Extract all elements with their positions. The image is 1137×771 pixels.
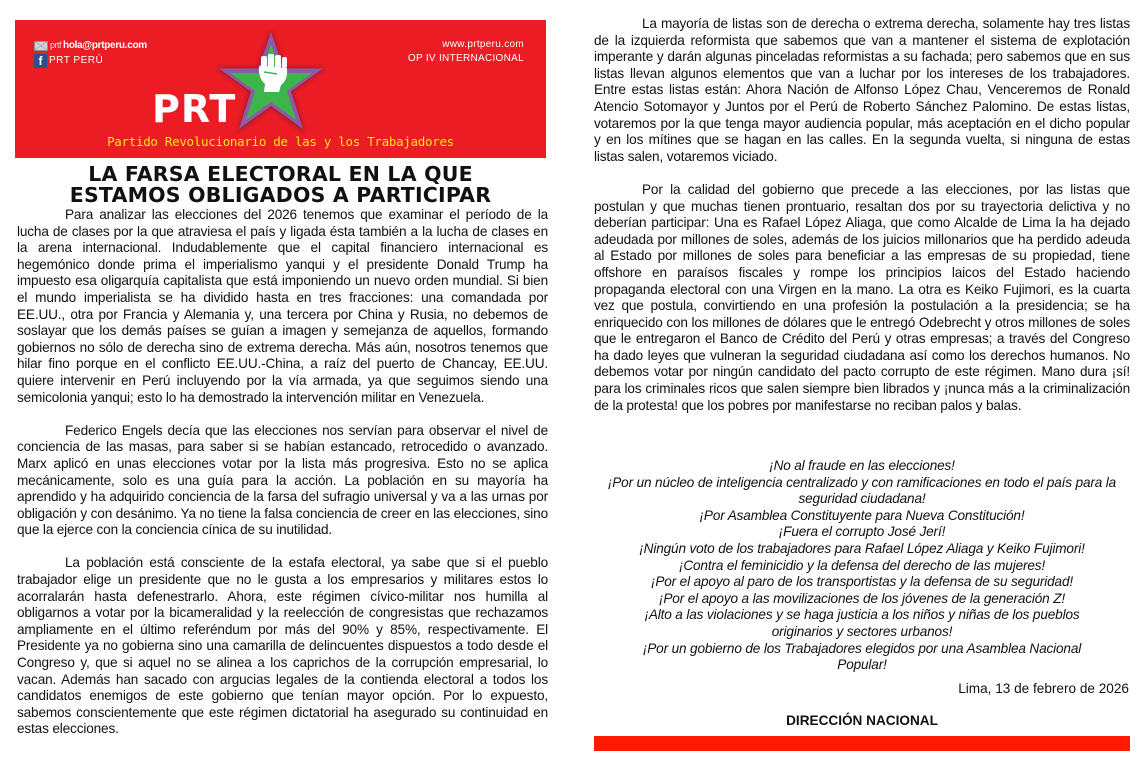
right-column [594, 16, 1130, 431]
email-link[interactable]: hola@prtperu.com [63, 40, 147, 51]
header-banner [15, 20, 546, 158]
star-fist-icon [215, 28, 327, 134]
slogan: ¡Ningún voto de los trabajadores para Rafael López Aliaga y Keiko Fujimori! [639, 540, 1085, 556]
paragraph: La mayoría de listas son de derecha o extrema derecha, solamente hay tres listas de la izquierda reformista que sabemos que van a mantener el sistema de explotación imperante y darán algunas pinceladas reformistas a su fachada; pero sabemos que en sus listas llevan algunos elementos que van a luchar por los intereses de los trabajadores. Entre estas listas están: Ahora Nación de Alfonso López Chau, Venceremos de Ronald Atencio Sotomayor y Juntos por el Perú de Roberto Sánchez Palomino. De estas listas, votaremos por la que tenga mayor audiencia popular, más aceptación en el dicho popular y en los mítines que se hagan en las calles. En la segunda vuelta, si ninguna de estas listas salen, votaremos viciado. [594, 16, 1130, 164]
slogan: ¡Por un gobierno de los Trabajadores elegidos por una Asamblea Nacional Popular! [642, 640, 1082, 673]
logo-text: PRT [152, 87, 237, 131]
slogan: ¡Contra el feminicidio y la defensa del derecho de las mujeres! [678, 557, 1046, 573]
slogan: ¡Por el apoyo a las movilizaciones de los jóvenes de la generación Z! [659, 590, 1065, 606]
contact-info [34, 38, 147, 68]
paragraph: Federico Engels decía que las elecciones nos servían para observar el nivel de conciencia de las masas, para saber si se habían estancado, retrocedido o avanzado. Marx aplicó en unas elecciones votar por la lista más progresiva. Esto no se aplica mecánicamente, solo es una guía para la acción. La población en su mayoría ha aprendido y ha adquirido conciencia de la farsa del sufragio universal y va a las urnas por obligación y con desánimo. Ya no tiene la falsa conciencia de creer en las elecciones, sino que la ejerce con la conciencia cínica de su inutilidad. [17, 422, 548, 538]
slogan: ¡Por Asamblea Constituyente para Nueva Constitución! [699, 507, 1025, 523]
facebook-link[interactable]: PRT PERÚ [49, 55, 104, 66]
paragraph: Para analizar las elecciones del 2026 tenemos que examinar el período de la lucha de clases por la que atraviesa el país y ligada ésta también a la lucha de clases en la arena internacional. Indudablemente que el capital financiero internacional es hegemónico donde prima el imperialismo yanqui y el presidente Donald Trump ha impuesto esa oligarquía capitalista que está imponiendo un nuevo orden mundial. Si bien el mundo imperialista se ha dividido hasta en tres fracciones: una comandada por EE.UU., otra por Francia y Alemania y, una tercera por China y Rusia, no debemos de soslayar que los demás países se guían a imagen y semejanza de aquellos, formando gobiernos no sólo de derecha sino de extrema derecha. Más aún, nosotros tenemos que hilar fino porque en el conflicto EE.UU.-China, a raíz del puerto de Chancay, EE.UU. quiere intervenir en Perú incluyendo por la vía armada, ya que seguimos siendo una semicolonia yanqui; esto lo ha demostrado la intervención militar en Venezuela. [17, 207, 548, 405]
facebook-row [34, 53, 147, 68]
dateline: Lima, 13 de febrero de 2026 [958, 681, 1129, 696]
site-info [408, 38, 524, 66]
slogan: ¡Por un núcleo de inteligencia centralizado y con ramificaciones en todo el país para la seguridad ciudadana! [607, 474, 1117, 507]
slogan: ¡Fuera el corrupto José Jerí! [778, 524, 946, 540]
paragraph: La población está consciente de la estafa electoral, ya sabe que si el pueblo trabajador elige un presidente que no le gusta a los empresarios y militares estos lo acorralarán hasta defenestrarlo. Ahora, este régimen cívico-militar nos humilla al obligarnos a votar por la bicameralidad y la reelección de congresistas que rechazamos ampliamente en el último referéndum por más del 90% y 85%, respectivamente. El Presidente ya no gobierna sino una camarilla de delincuentes dispuestos a todo desde el Congreso y, que si aquel no se alinea a los caprichos de la corrupción empresarial, lo vacan. Además han sacado con argucias legales de la contienda electoral a todos los candidatos enemigos de este gobierno que tenían mayor opción. Por lo expuesto, sabemos conscientemente que este régimen dictatorial ha asegurado su continuidad en estas elecciones. [17, 555, 548, 737]
left-column [17, 207, 548, 755]
website-link[interactable]: www.prtperu.com [442, 39, 524, 50]
email-row [34, 38, 147, 53]
footer-bar [594, 736, 1130, 751]
facebook-icon: f [34, 54, 47, 68]
mail-icon [34, 41, 48, 51]
slogan: ¡Alto a las violaciones y se haga justicia a los niños y niñas de los pueblos originarios y sectores urbanos! [644, 607, 1080, 639]
article-title [15, 164, 546, 206]
slogans-list [594, 458, 1130, 674]
slogan: ¡No al fraude en las elecciones! [769, 458, 955, 473]
title-line-1: LA FARSA ELECTORAL EN LA QUE [88, 162, 473, 186]
signature: DIRECCIÓN NACIONAL [786, 713, 938, 728]
party-name: Partido Revolucionario de las y los Trabajadores [107, 134, 454, 149]
title-line-2: ESTAMOS OBLIGADOS A PARTICIPAR [69, 183, 492, 207]
paragraph: Por la calidad del gobierno que precede a las elecciones, por las listas que postulan y que muchas tienen prontuario, resaltan dos por su trayectoria delictiva y no deberían participar: Una es Rafael López Aliaga, que como Alcalde de Lima la ha dejado adeudada por millones de soles, además de los juicios millonarios que ha perdido adeuda al Estado por millones de soles para beneficiar a las empresas de su propiedad, tiene offshore en paraísos fiscales y rompe los principios laicos del Estado haciendo propaganda electoral con una Virgen en la mano. La otra es Keiko Fujimori, es la cuarta vez que postula, convirtiendo en una profesión la postulación a la presidencia; se ha enriquecido con los millones de dólares que le entregó Odebrecht y otros millones de soles que le entregaron el Banco de Crédito del Perú y otras empresas; a través del Congreso ha dado leyes que vulneran la seguridad ciudadana así como los derechos humanos. No debemos votar por ningún candidato del pacto corrupto de este régimen. Mano dura ¡sí! para los criminales ricos que salen siempre bien librados y ¡nunca más a la criminalización de la protesta! que los pobres por manifestarse no reciban palos y balas. [594, 181, 1130, 413]
slogan: ¡Por el apoyo al paro de los transportistas y la defensa de su seguridad! [650, 574, 1074, 590]
email-prefix: prtf [50, 40, 62, 50]
affiliation-label: OP IV INTERNACIONAL [407, 53, 524, 64]
